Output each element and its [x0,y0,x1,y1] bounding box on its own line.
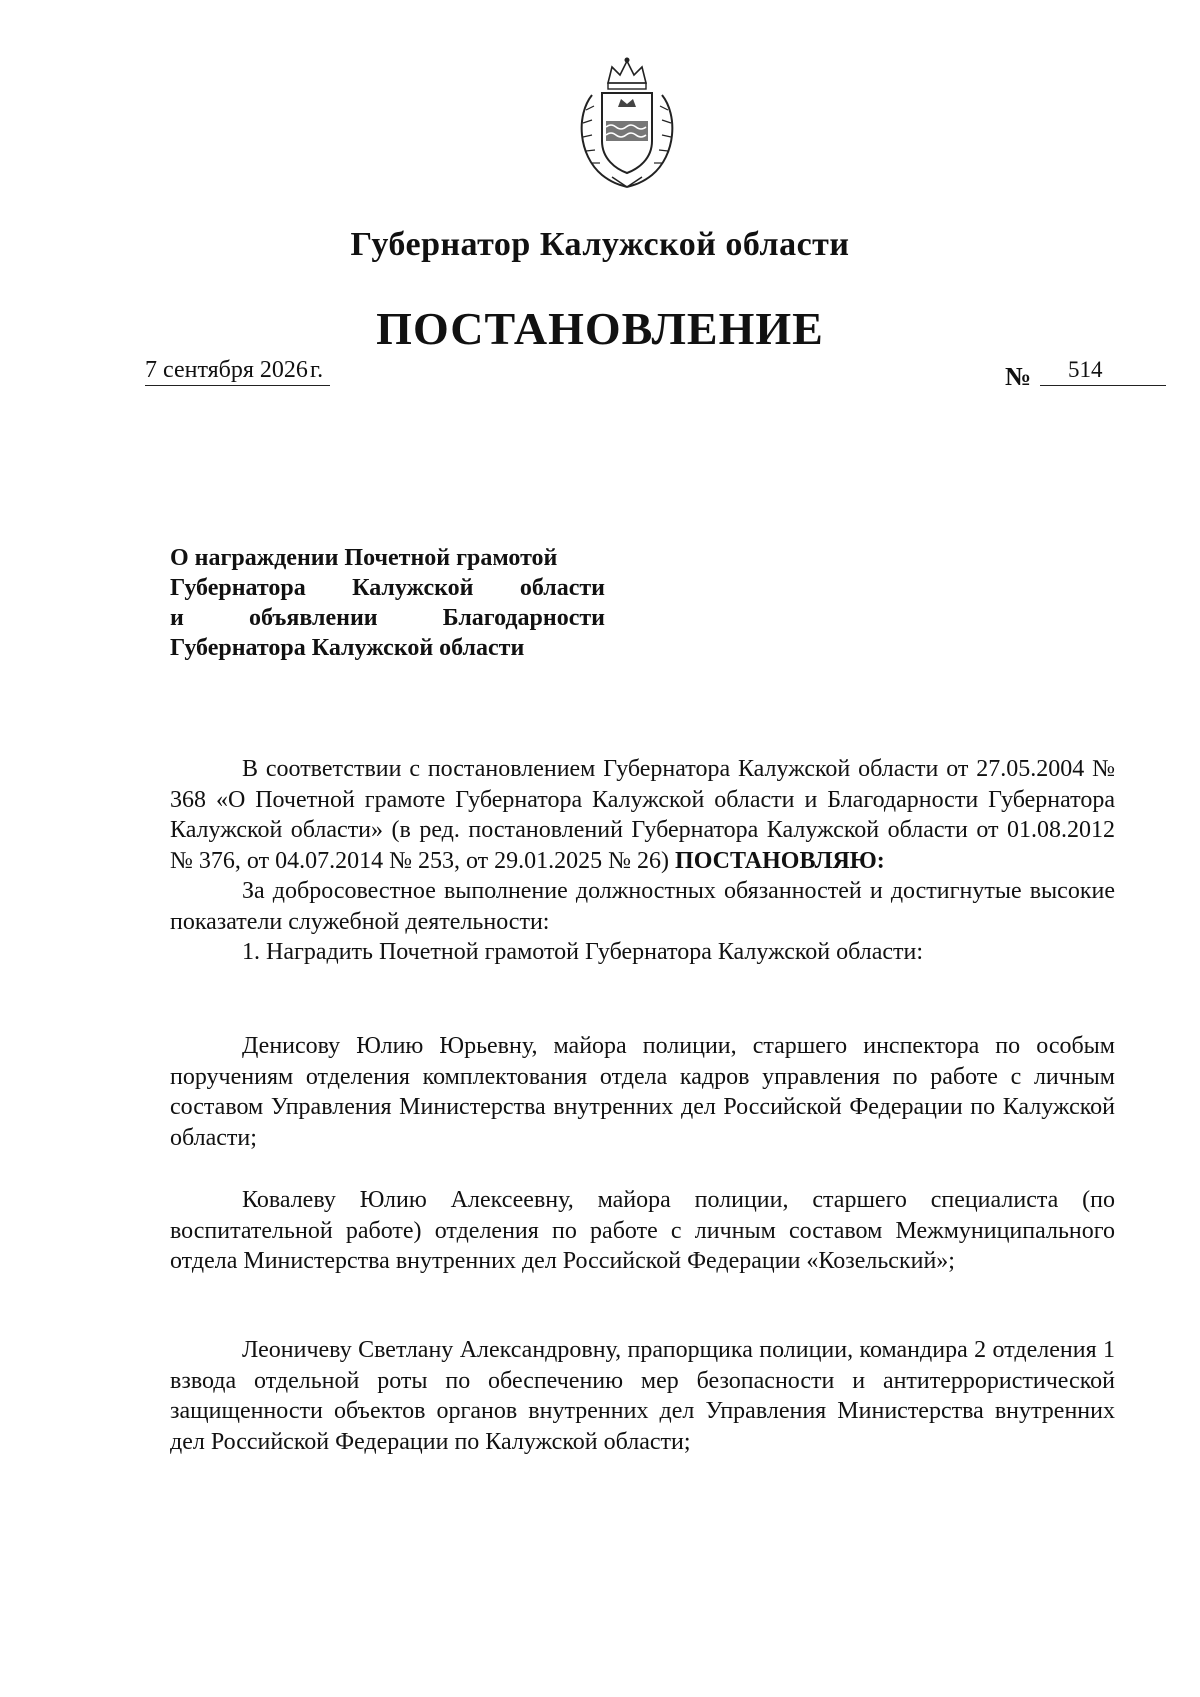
document-date: 7 сентября 2026 [145,357,330,386]
number-label: № [1005,362,1032,391]
item-1-heading: 1. Наградить Почетной грамотой Губернатора Калужской области: [242,939,924,965]
document-subject [170,543,605,663]
number-underline [1040,385,1166,386]
awardee-text: Ковалеву Юлию Алексеевну, майора полиции, старшего специалиста (по воспитательной работе) отделения по работе с личным составом Межмуниципального отдела Министерства внутренних дел Российской Федерации «Козельский»; [170,1187,1115,1274]
subject-line: Губернатора Калужской области [170,635,525,661]
awardee-text: Денисову Юлию Юрьевну, майора полиции, старшего инспектора по особым поручениям отделения комплектования отдела кадров управления по работе с личным составом Управления Министерства внутренних дел Российской Федерации по Калужской области; [170,1033,1115,1151]
date-suffix: г. [310,357,324,383]
preamble-text: В соответствии с постановлением Губернатора Калужской области от 27.05.2004 № 368 «О Почетной грамоте Губернатора Калужской области и Благодарности Губернатора Калужской области» (в ред. постановлений Губернатора Калужской области от 01.08.2012 № 376, от 04.07.2014 № 253, от 29.01.2025 № 26) [170,756,1115,874]
awardee-paragraph [170,1185,1115,1277]
subject-line: и объявлении Благодарности [170,605,605,631]
document-number: 514 [1068,357,1103,382]
subject-line: Губернатора Калужской области [170,575,605,601]
preamble [170,754,1115,968]
kaluga-coat-of-arms-icon [572,55,682,190]
subject-line: О награждении Почетной грамотой [170,545,558,571]
awardee-text: Леоничеву Светлану Александровну, прапорщика полиции, командира 2 отделения 1 взвода отдельной роты по обеспечению мер безопасности и антитеррористической защищенности объектов органов внутренних дел Управления Министерства внутренних дел Российской Федерации по Калужской области; [170,1337,1115,1455]
preamble-paragraph [170,754,1115,876]
award-reason: За добросовестное выполнение должностных обязанностей и достигнутые высокие показатели служебной деятельности: [170,878,1115,935]
awardee-paragraph [170,1335,1115,1457]
governor-title: Губернатор Калужской области [350,226,850,263]
document-type: ПОСТАНОВЛЕНИЕ [376,303,824,354]
resolve-word: ПОСТАНОВЛЯЮ: [675,847,885,874]
awardee-paragraph [170,1031,1115,1153]
